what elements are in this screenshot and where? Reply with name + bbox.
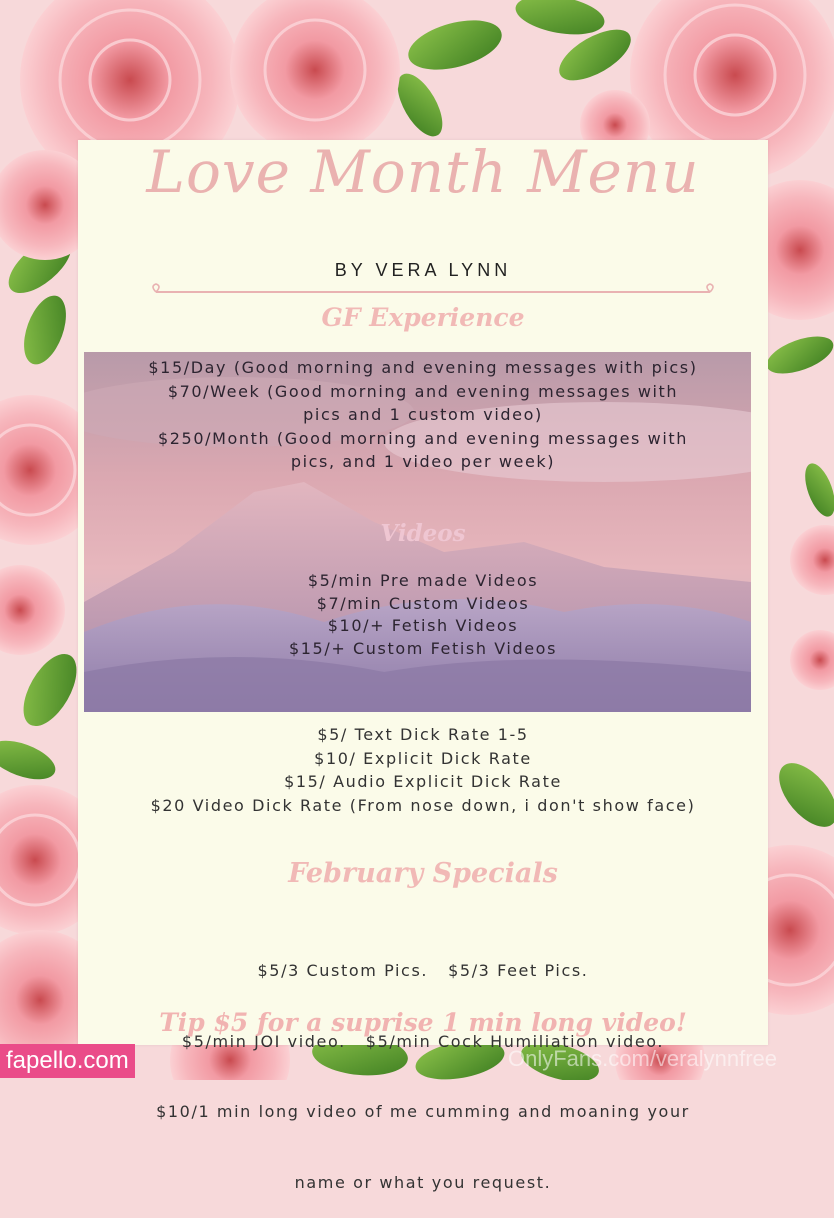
video-price-line: $15/+ Custom Fetish Videos <box>288 638 558 658</box>
rate-price-line: $10/ Explicit Dick Rate <box>314 748 532 768</box>
site-watermark: fapello.com <box>0 1044 135 1078</box>
source-watermark: OnlyFans.com/veralynnfree <box>508 1046 777 1071</box>
rate-price-line: $20 Video Dick Rate (From nose down, i don't show face) <box>150 795 696 815</box>
video-price-line: $7/min Custom Videos <box>316 593 530 613</box>
videos-prices <box>78 570 768 660</box>
gf-price-line: pics and 1 custom video) <box>303 405 543 424</box>
rate-price-line: $5/ Text Dick Rate 1-5 <box>317 725 529 744</box>
video-price-line: $10/+ Fetish Videos <box>327 616 519 635</box>
menu-byline: BY VERA LYNN <box>334 260 512 280</box>
rate-price-line: $15/ Audio Explicit Dick Rate <box>284 772 562 791</box>
decorative-divider <box>148 283 718 301</box>
special-price-line: $10/1 min long video of me cumming and moaning your <box>156 1102 690 1121</box>
february-specials-heading: February Specials <box>288 858 558 889</box>
tip-offer: Tip $5 for a suprise 1 min long video! <box>159 1008 687 1037</box>
gf-price-line: $250/Month (Good morning and evening messages with <box>157 428 689 448</box>
special-price-line: $5/3 Custom Pics. $5/3 Feet Pics. <box>257 961 589 980</box>
special-price-line: $5/min JOI video. $5/min Cock Humiliation video. <box>181 1031 665 1051</box>
videos-heading: Videos <box>380 520 466 547</box>
gf-experience-heading: GF Experience <box>321 303 525 332</box>
gf-price-line: pics, and 1 video per week) <box>290 452 556 471</box>
video-price-line: $5/min Pre made Videos <box>307 571 539 590</box>
dick-rate-prices <box>78 723 768 817</box>
gf-experience-prices <box>78 356 768 474</box>
gf-price-line: $70/Week (Good morning and evening messages with <box>167 381 679 401</box>
menu-title: Love Month Menu <box>146 138 700 206</box>
gf-price-line: $15/Day (Good morning and evening messages with pics) <box>148 358 698 377</box>
special-price-line: name or what you request. <box>294 1172 552 1192</box>
